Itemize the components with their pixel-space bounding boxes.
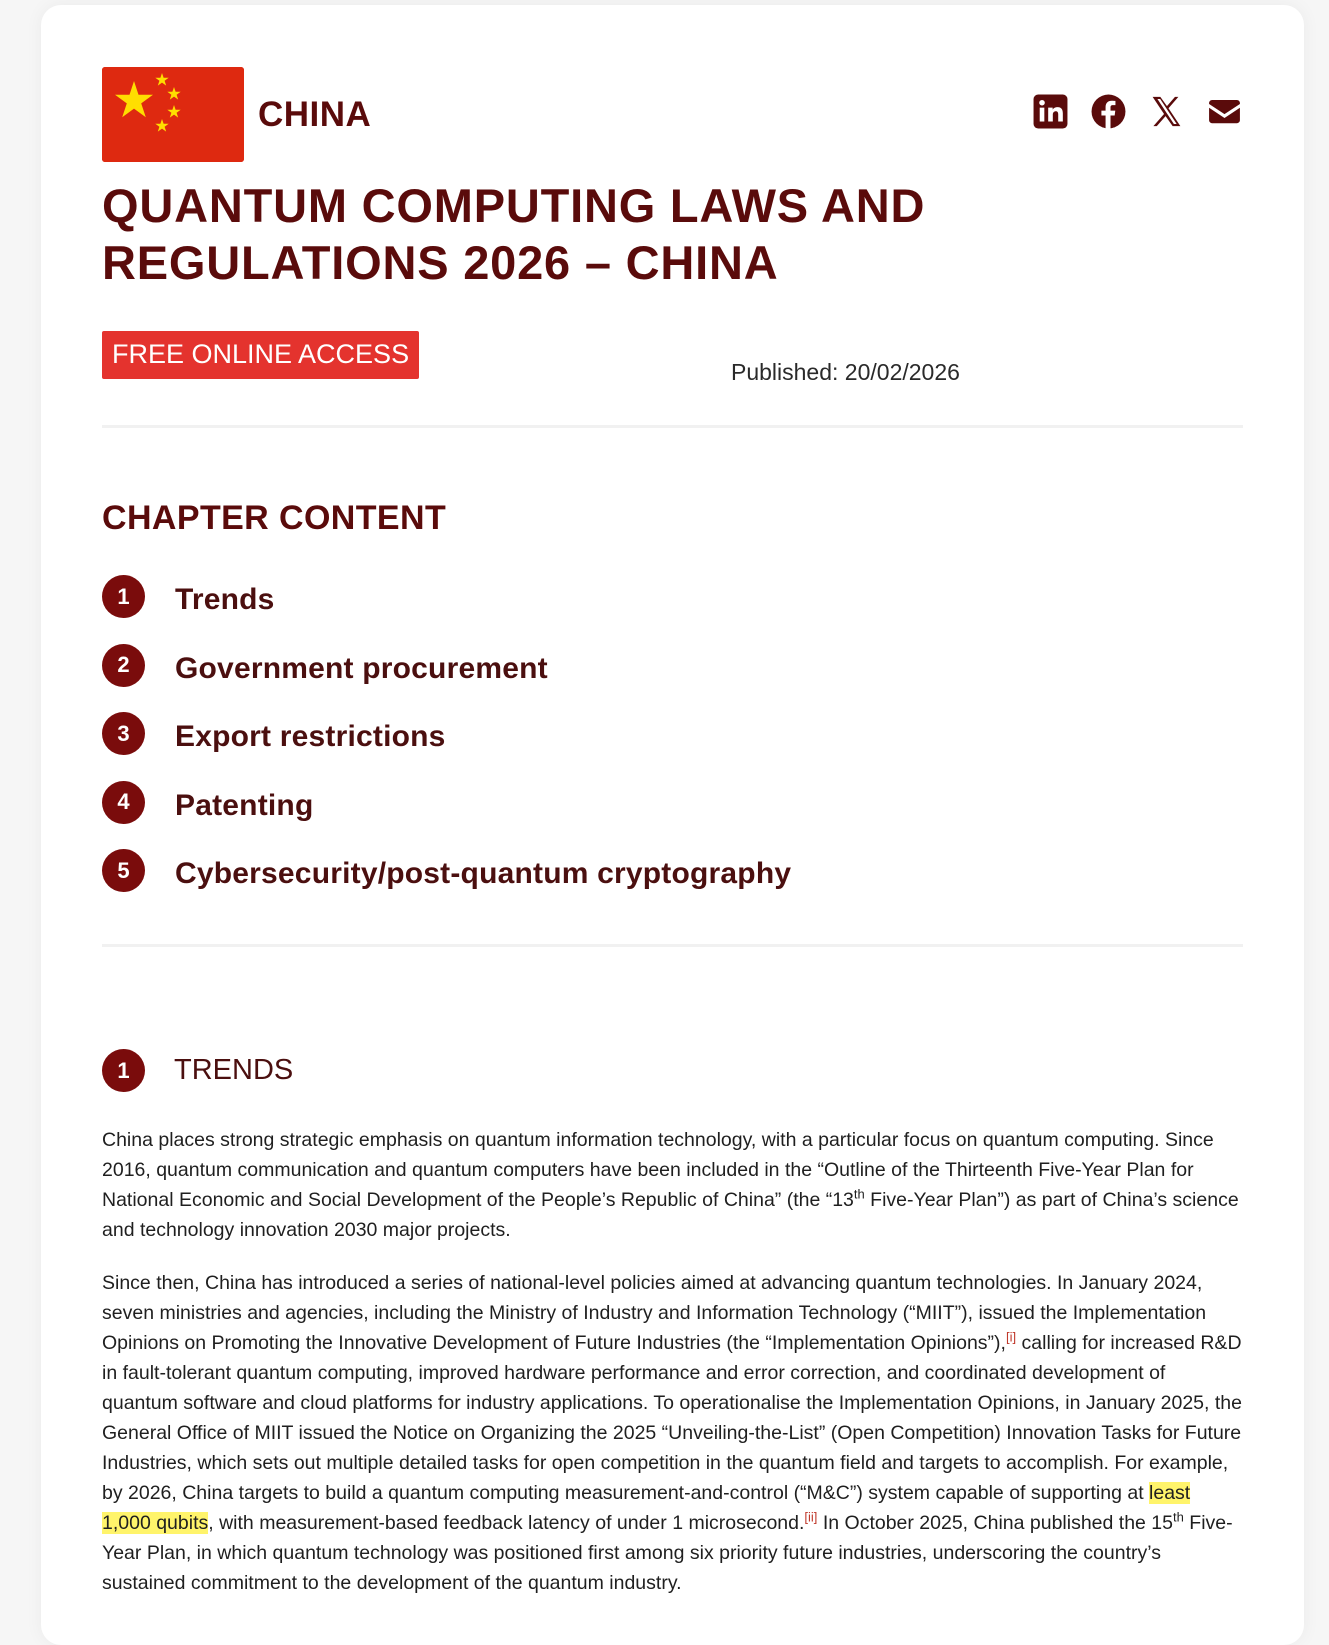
chapter-number-badge: 4 [102,781,145,824]
flag-stars-icon [102,67,244,162]
highlighted-text: least 1,000 qubits [102,1482,1191,1534]
chapter-item-label[interactable]: Cybersecurity/post-quantum cryptography [175,857,792,890]
page-card [41,5,1304,1645]
section-title: TRENDS [174,1054,294,1086]
text-run: , with measurement-based feedback latency of under 1 microsecond. [208,1512,805,1534]
section-number-badge: 1 [102,1049,145,1092]
chapter-item-patenting[interactable] [102,781,1002,850]
text-run: In October 2025, China published the 15 [817,1512,1174,1534]
text-run: Five-Year Plan, in which quantum technology was positioned first among six priority future industries, underscoring the country’s sustained commitment to the development of the quantum industry. [102,1512,1233,1594]
published-date: Published: 20/02/2026 [731,359,960,385]
chapter-number-badge: 2 [102,644,145,687]
chapter-item-label[interactable]: Government procurement [175,651,548,685]
footnote-link[interactable]: [i] [1005,1329,1017,1345]
chapter-item-label[interactable]: Trends [175,583,275,616]
chapter-item-label[interactable]: Export restrictions [175,720,446,753]
text-run: calling for increased R&D in fault-tolerant quantum computing, improved hardware performance and error correction, and coordinated development of quantum software and cloud platforms for industry applications. To operationalise the Implementation Opinions, in January 2025, the General Office of MIIT issued the Notice on Organizing the 2025 “Unveiling-the-List” (Open Competition) Innovation Tasks for Future Industries, which sets out multiple detailed tasks for open competition in the quantum field and targets to accomplish. For example, by 2026, China targets to build a quantum computing measurement-and-control (“M&C”) system capable of supporting at [102,1332,1242,1504]
text-run: Since then, China has introduced a series of national-level policies aimed at advancing quantum technologies. In January 2024, seven ministries and agencies, including the Ministry of Industry and Information Technology (“MIIT”), issued the Implementation Opinions on Promoting the Innovative Development of Future Industries (the “Implementation Opinions”), [102,1272,1207,1354]
header [102,67,1243,163]
paragraph [102,1125,1243,1245]
title-line-2: REGULATIONS 2026 – CHINA [102,236,779,289]
chapter-item-cybersecurity[interactable] [102,849,1002,918]
chapter-item-label[interactable]: Patenting [175,788,314,822]
superscript: th [853,1186,865,1202]
china-flag [102,67,244,162]
country-name: CHINA [258,95,372,134]
section-heading-trends [102,1049,293,1092]
paragraph [102,1268,1243,1598]
title-line-1: QUANTUM COMPUTING LAWS AND [102,179,926,232]
chapter-item-trends[interactable] [102,575,1002,644]
facebook-icon[interactable] [1090,93,1127,130]
divider [102,425,1243,428]
divider [102,944,1243,947]
section-body [102,1125,1243,1621]
chapter-item-export-restrictions[interactable] [102,712,1002,781]
chapter-list [102,575,1002,918]
chapter-item-government-procurement[interactable] [102,644,1002,713]
text-run: Five-Year Plan”) as part of China’s science and technology innovation 2030 major projects. [102,1189,1239,1241]
text-run: China places strong strategic emphasis on quantum information technology, with a particular focus on quantum computing. Since 2016, quantum communication and quantum computers have been included in the “Outline of the Thirteenth Five-Year Plan for National Economic and Social Development of the People’s Republic of China” (the “13 [102,1129,1214,1211]
page-title [102,177,1243,291]
chapter-number-badge: 5 [102,849,145,892]
chapter-number-badge: 3 [102,712,145,755]
x-icon[interactable] [1148,93,1185,130]
footnote-link[interactable]: [ii] [804,1509,818,1525]
chapter-heading: CHAPTER CONTENT [102,499,447,537]
linkedin-icon[interactable] [1032,93,1069,130]
superscript: th [1173,1509,1184,1525]
free-access-badge[interactable]: FREE ONLINE ACCESS [102,331,419,379]
chapter-number-badge: 1 [102,575,145,618]
social-share-bar [1032,93,1243,130]
email-icon[interactable] [1206,93,1243,130]
